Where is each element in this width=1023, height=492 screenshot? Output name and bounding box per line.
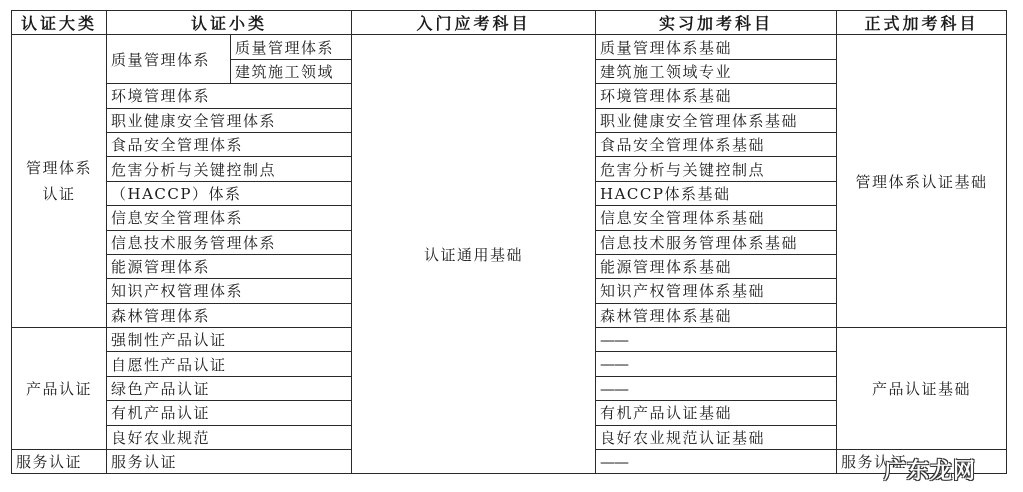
subcategory-item: 能源管理体系 — [107, 254, 352, 278]
internship-subject: 森林管理体系基础 — [596, 303, 837, 327]
internship-subject: 食品安全管理体系基础 — [596, 132, 837, 156]
subcategory-quality: 质量管理体系 — [107, 35, 231, 84]
internship-subject: 质量管理体系基础 — [596, 35, 837, 59]
subcategory-item: （HACCP）体系 — [107, 181, 352, 205]
internship-subject: —— — [596, 352, 837, 376]
subcategory-item: 信息技术服务管理体系 — [107, 230, 352, 254]
category-management: 管理体系 认证 — [12, 35, 107, 328]
exam-subjects-table — [11, 10, 1007, 474]
category-product: 产品认证 — [12, 328, 107, 450]
subcategory-item: 环境管理体系 — [107, 84, 352, 108]
subcategory-item: 自愿性产品认证 — [107, 352, 352, 376]
subcategory-quality-construction: 建筑施工领域 — [231, 59, 352, 83]
formal-subject-service: 服务认证 — [837, 450, 1007, 474]
internship-subject: —— — [596, 328, 837, 352]
category-service: 服务认证 — [12, 450, 107, 474]
internship-subject: 信息技术服务管理体系基础 — [596, 230, 837, 254]
subcategory-item: 危害分析与关键控制点 — [107, 157, 352, 181]
internship-subject: 知识产权管理体系基础 — [596, 279, 837, 303]
subcategory-item: 森林管理体系 — [107, 303, 352, 327]
internship-subject: HACCP体系基础 — [596, 181, 837, 205]
internship-subject: 良好农业规范认证基础 — [596, 425, 837, 449]
subcategory-item: 强制性产品认证 — [107, 328, 352, 352]
header-entry-subject: 入门应考科目 — [352, 11, 596, 35]
subcategory-item: 知识产权管理体系 — [107, 279, 352, 303]
header-row — [12, 11, 1007, 35]
header-subcategory: 认证小类 — [107, 11, 352, 35]
entry-subject: 认证通用基础 — [352, 35, 596, 474]
internship-subject: 信息安全管理体系基础 — [596, 206, 837, 230]
internship-subject: —— — [596, 450, 837, 474]
watermark-logo: 广东龙网 — [884, 459, 977, 484]
table-row — [12, 35, 1007, 59]
internship-subject: 环境管理体系基础 — [596, 84, 837, 108]
subcategory-item: 服务认证 — [107, 450, 352, 474]
internship-subject: 建筑施工领域专业 — [596, 59, 837, 83]
header-category: 认证大类 — [12, 11, 107, 35]
internship-subject: 职业健康安全管理体系基础 — [596, 108, 837, 132]
formal-subject-management: 管理体系认证基础 — [837, 35, 1007, 328]
subcategory-item: 良好农业规范 — [107, 425, 352, 449]
internship-subject: 有机产品认证基础 — [596, 401, 837, 425]
subcategory-item: 职业健康安全管理体系 — [107, 108, 352, 132]
internship-subject: 危害分析与关键控制点 — [596, 157, 837, 181]
header-internship-subject: 实习加考科目 — [596, 11, 837, 35]
header-formal-subject: 正式加考科目 — [837, 11, 1007, 35]
subcategory-item: 食品安全管理体系 — [107, 132, 352, 156]
internship-subject: —— — [596, 376, 837, 400]
subcategory-item: 信息安全管理体系 — [107, 206, 352, 230]
formal-subject-product: 产品认证基础 — [837, 328, 1007, 450]
subcategory-item: 绿色产品认证 — [107, 376, 352, 400]
subcategory-quality-general: 质量管理体系 — [231, 35, 352, 59]
subcategory-item: 有机产品认证 — [107, 401, 352, 425]
internship-subject: 能源管理体系基础 — [596, 254, 837, 278]
